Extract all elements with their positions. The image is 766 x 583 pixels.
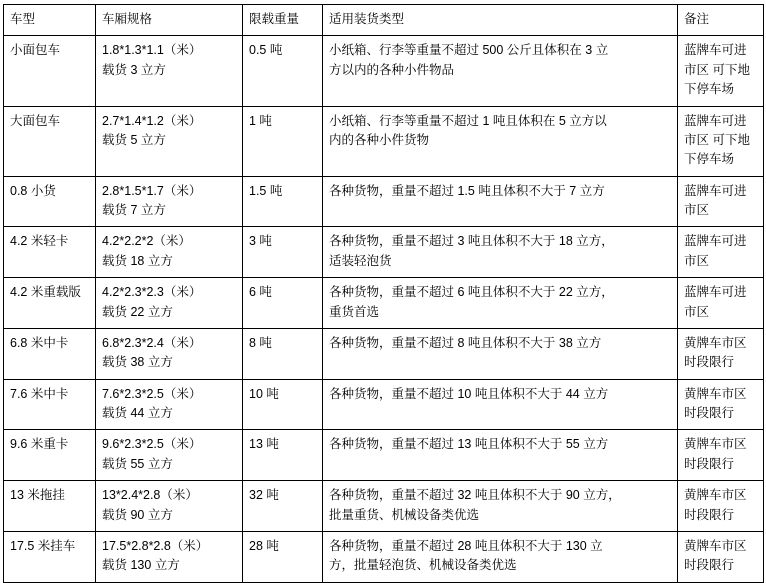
cell-compartment-spec-line: 2.8*1.5*1.7（米） [102,183,202,198]
column-header-load-limit: 限载重量 [243,5,323,36]
cell-remark [678,531,764,582]
cell-compartment-spec-line: 载货 55 立方 [102,456,173,471]
cell-compartment-spec-line: 载货 7 立方 [102,203,166,217]
cell-vehicle-type: 7.6 米中卡 [4,379,96,430]
table-row [4,328,764,379]
cell-vehicle-type: 4.2 米轻卡 [4,227,96,278]
cell-vehicle-type: 大面包车 [4,106,96,176]
table-header [4,5,764,36]
cell-load-limit: 1.5 吨 [243,176,323,227]
column-header-vehicle-type: 车型 [4,5,96,36]
cell-remark-line: 黄牌车市区 [684,488,747,503]
cell-compartment-spec-line: 1.8*1.3*1.1（米） [102,43,202,58]
cell-remark-line: 时段限行 [684,558,735,573]
column-header-remark: 备注 [678,5,764,36]
cell-remark [678,227,764,278]
cell-cargo-type [323,328,678,379]
cell-remark [678,176,764,227]
cell-load-limit: 8 吨 [243,328,323,379]
cell-compartment-spec-line: 17.5*2.8*2.8（米） [102,538,209,553]
cell-remark [678,106,764,176]
cell-cargo-type-line: 小纸箱、行李等重量不超过 500 公斤且体积在 3 立 [329,43,609,58]
cell-compartment-spec [96,278,243,329]
cell-vehicle-type: 4.2 米重载版 [4,278,96,329]
cell-compartment-spec [96,531,243,582]
cell-cargo-type [323,227,678,278]
cell-cargo-type-line: 各种货物，重量不超过 3 吨且体积不大于 18 立方， [329,234,614,249]
cell-load-limit: 0.5 吨 [243,36,323,106]
cell-load-limit: 1 吨 [243,106,323,176]
cell-vehicle-type: 0.8 小货 [4,176,96,227]
cell-load-limit: 28 吨 [243,531,323,582]
column-header-cargo-type: 适用装货类型 [323,5,678,36]
cell-remark-line: 时段限行 [684,456,735,471]
cell-compartment-spec-line: 13*2.4*2.8（米） [102,488,198,503]
cell-cargo-type [323,176,678,227]
cell-compartment-spec [96,379,243,430]
cell-remark-line: 黄牌车市区 [684,386,747,401]
cell-compartment-spec-line: 载货 44 立方 [102,406,173,420]
cell-cargo-type [323,481,678,532]
cell-vehicle-type: 小面包车 [4,36,96,106]
cell-remark-line: 蓝牌车可进 [684,234,747,249]
cell-cargo-type-line: 批量重货、机械设备类优选 [329,507,480,522]
cell-remark-line: 黄牌车市区 [684,538,747,553]
cell-cargo-type [323,430,678,481]
vehicle-specification-table [3,4,764,583]
cell-cargo-type-line: 小纸箱、行李等重量不超过 1 吨且体积在 5 立方以 [329,113,607,128]
cell-cargo-type-line: 适装轻泡货 [329,253,392,268]
cell-remark [678,328,764,379]
cell-compartment-spec [96,227,243,278]
table-row [4,531,764,582]
cell-compartment-spec [96,106,243,176]
cell-cargo-type-line: 各种货物，重量不超过 10 吨且体积不大于 44 立方 [329,386,609,401]
cell-cargo-type-line: 各种货物，重量不超过 13 吨且体积不大于 55 立方 [329,437,609,452]
cell-compartment-spec [96,36,243,106]
cell-remark-line: 时段限行 [684,406,735,420]
cell-remark-line: 蓝牌车可进 [684,43,747,58]
cell-remark-line: 市区 [684,203,710,217]
table-row [4,176,764,227]
cell-vehicle-type: 17.5 米挂车 [4,531,96,582]
cell-compartment-spec-line: 2.7*1.4*1.2（米） [102,113,202,128]
cell-compartment-spec-line: 载货 130 立方 [102,558,180,573]
cell-compartment-spec-line: 4.2*2.2*2（米） [102,234,191,249]
cell-cargo-type-line: 方，批量轻泡货、机械设备类优选 [329,558,517,573]
cell-compartment-spec-line: 4.2*2.3*2.3（米） [102,285,202,300]
cell-cargo-type [323,278,678,329]
cell-compartment-spec [96,430,243,481]
cell-remark-line: 黄牌车市区 [684,437,747,452]
cell-cargo-type-line: 各种货物，重量不超过 8 吨且体积不大于 38 立方 [329,335,602,350]
cell-vehicle-type: 9.6 米重卡 [4,430,96,481]
cell-remark [678,36,764,106]
table-row [4,430,764,481]
cell-remark-line: 市区 可下地 [684,62,750,77]
cell-remark [678,379,764,430]
cell-cargo-type-line: 各种货物，重量不超过 32 吨且体积不大于 90 立方， [329,488,621,503]
cell-remark-line: 市区 [684,304,710,319]
cell-load-limit: 3 吨 [243,227,323,278]
cell-remark-line: 时段限行 [684,355,735,370]
cell-cargo-type-line: 各种货物，重量不超过 1.5 吨且体积不大于 7 立方 [329,183,605,198]
cell-remark-line: 黄牌车市区 [684,335,747,350]
cell-remark-line: 蓝牌车可进 [684,183,747,198]
table-row [4,106,764,176]
cell-compartment-spec-line: 载货 18 立方 [102,253,173,268]
cell-compartment-spec [96,176,243,227]
cell-load-limit: 32 吨 [243,481,323,532]
cell-compartment-spec [96,328,243,379]
cell-compartment-spec-line: 7.6*2.3*2.5（米） [102,386,202,401]
cell-vehicle-type: 13 米拖挂 [4,481,96,532]
table-row [4,481,764,532]
table-header-row [4,5,764,36]
cell-remark [678,278,764,329]
cell-cargo-type-line: 方以内的各种小件物品 [329,62,455,77]
cell-remark-line: 时段限行 [684,507,735,522]
cell-cargo-type [323,379,678,430]
cell-cargo-type [323,531,678,582]
cell-compartment-spec-line: 载货 3 立方 [102,62,166,77]
cell-remark [678,481,764,532]
cell-cargo-type-line: 各种货物，重量不超过 6 吨且体积不大于 22 立方， [329,285,614,300]
cell-cargo-type [323,36,678,106]
cell-cargo-type [323,106,678,176]
cell-load-limit: 6 吨 [243,278,323,329]
cell-remark-line: 蓝牌车可进 [684,113,747,128]
cell-vehicle-type: 6.8 米中卡 [4,328,96,379]
table-row [4,36,764,106]
table-body [4,36,764,582]
table-row [4,278,764,329]
cell-cargo-type-line: 内的各种小件货物 [329,132,430,147]
table-row [4,227,764,278]
cell-cargo-type-line: 各种货物，重量不超过 28 吨且体积不大于 130 立 [329,538,603,553]
cell-compartment-spec-line: 载货 5 立方 [102,132,166,147]
cell-load-limit: 13 吨 [243,430,323,481]
cell-remark-line: 市区 可下地 [684,132,750,147]
cell-compartment-spec-line: 载货 38 立方 [102,355,173,370]
cell-remark-line: 蓝牌车可进 [684,285,747,300]
cell-compartment-spec [96,481,243,532]
cell-compartment-spec-line: 9.6*2.3*2.5（米） [102,437,202,452]
cell-load-limit: 10 吨 [243,379,323,430]
cell-cargo-type-line: 重货首选 [329,304,380,319]
cell-remark [678,430,764,481]
cell-remark-line: 下停车场 [684,152,735,167]
cell-compartment-spec-line: 载货 90 立方 [102,507,173,522]
cell-compartment-spec-line: 6.8*2.3*2.4（米） [102,335,202,350]
table-row [4,379,764,430]
column-header-compartment-spec: 车厢规格 [96,5,243,36]
cell-compartment-spec-line: 载货 22 立方 [102,304,173,319]
cell-remark-line: 下停车场 [684,82,735,97]
cell-remark-line: 市区 [684,253,710,268]
